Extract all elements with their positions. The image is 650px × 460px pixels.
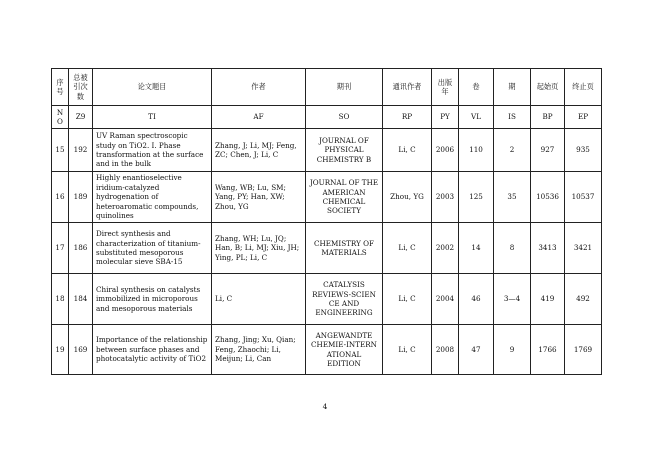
header-cell: 期刊 (306, 69, 383, 106)
cell-corresponding: Li, C (383, 129, 432, 172)
table-row (52, 172, 602, 223)
cell-volume: 47 (459, 325, 494, 375)
code-cell: AF (212, 106, 306, 129)
cell-year: 2006 (432, 129, 459, 172)
cell-journal: JOURNAL OF THE AMERICAN CHEMICAL SOCIETY (306, 172, 383, 223)
cell-authors: Li, C (212, 274, 306, 325)
cell-title: Highly enantioselective iridium-catalyzed hydrogenation of heteroaromatic compounds, quinolines (93, 172, 212, 223)
cell-citations: 186 (69, 223, 93, 274)
cell-citations: 189 (69, 172, 93, 223)
page-number: 4 (322, 402, 328, 411)
cell-authors: Wang, WB; Lu, SM; Yang, PY; Han, XW; Zhou, YG (212, 172, 306, 223)
cell-citations: 169 (69, 325, 93, 375)
header-cell: 起始页 (531, 69, 565, 106)
field-code-row (52, 106, 602, 129)
header-cell: 序号 (52, 69, 69, 106)
bibliography-table (51, 68, 602, 375)
cell-no: 15 (52, 129, 69, 172)
code-cell: Z9 (69, 106, 93, 129)
cell-journal: CHEMISTRY OF MATERIALS (306, 223, 383, 274)
code-cell: PY (432, 106, 459, 129)
cell-issue: 2 (494, 129, 531, 172)
table-row (52, 129, 602, 172)
cell-journal: ANGEWANDTE CHEMIE-INTERN ATIONAL EDITION (306, 325, 383, 375)
cell-no: 19 (52, 325, 69, 375)
cell-title: Chiral synthesis on catalysts immobilized in microporous and mesoporous materials (93, 274, 212, 325)
code-cell: RP (383, 106, 432, 129)
cell-title: Importance of the relationship between surface phases and photocatalytic activity of TiO2 (93, 325, 212, 375)
cell-authors: Zhang, J; Li, MJ; Feng, ZC; Chen, J; Li, C (212, 129, 306, 172)
cell-journal: CATALYSIS REVIEWS-SCIEN CE AND ENGINEERING (306, 274, 383, 325)
header-cell: 终止页 (565, 69, 602, 106)
header-cell: 总被引次数 (69, 69, 93, 106)
cell-end-page: 492 (565, 274, 602, 325)
cell-authors: Zhang, Jing; Xu, Qian; Feng, Zhaochi; Li, Meijun; Li, Can (212, 325, 306, 375)
cell-no: 17 (52, 223, 69, 274)
table-row (52, 325, 602, 375)
header-cell: 出版年 (432, 69, 459, 106)
header-cell: 期 (494, 69, 531, 106)
cell-title: Direct synthesis and characterization of titanium-substituted mesoporous molecular sieve SBA-15 (93, 223, 212, 274)
header-cell: 论文题目 (93, 69, 212, 106)
table-row (52, 223, 602, 274)
cell-end-page: 935 (565, 129, 602, 172)
code-cell: EP (565, 106, 602, 129)
cell-year: 2003 (432, 172, 459, 223)
cell-year: 2008 (432, 325, 459, 375)
cell-issue: 3—4 (494, 274, 531, 325)
code-cell: SO (306, 106, 383, 129)
table-row (52, 274, 602, 325)
cell-authors: Zhang, WH; Lu, JQ; Han, B; Li, MJ; Xiu, JH; Ying, PL; Li, C (212, 223, 306, 274)
code-cell: N O (52, 106, 69, 129)
cell-corresponding: Zhou, YG (383, 172, 432, 223)
cell-citations: 192 (69, 129, 93, 172)
cell-no: 16 (52, 172, 69, 223)
code-cell: VL (459, 106, 494, 129)
header-cell: 作者 (212, 69, 306, 106)
code-cell: BP (531, 106, 565, 129)
header-cell: 通讯作者 (383, 69, 432, 106)
cell-corresponding: Li, C (383, 274, 432, 325)
cell-end-page: 1769 (565, 325, 602, 375)
cell-corresponding: Li, C (383, 325, 432, 375)
cell-journal: JOURNAL OF PHYSICAL CHEMISTRY B (306, 129, 383, 172)
cell-volume: 14 (459, 223, 494, 274)
cell-no: 18 (52, 274, 69, 325)
cell-begin-page: 10536 (531, 172, 565, 223)
cell-end-page: 10537 (565, 172, 602, 223)
cell-volume: 125 (459, 172, 494, 223)
cell-begin-page: 3413 (531, 223, 565, 274)
code-cell: IS (494, 106, 531, 129)
cell-year: 2002 (432, 223, 459, 274)
cell-issue: 9 (494, 325, 531, 375)
cell-end-page: 3421 (565, 223, 602, 274)
cell-begin-page: 927 (531, 129, 565, 172)
header-row (52, 69, 602, 106)
header-cell: 卷 (459, 69, 494, 106)
cell-title: UV Raman spectroscopic study on TiO2. I. Phase transformation at the surface and in the bulk (93, 129, 212, 172)
cell-citations: 184 (69, 274, 93, 325)
cell-volume: 46 (459, 274, 494, 325)
cell-begin-page: 419 (531, 274, 565, 325)
cell-issue: 35 (494, 172, 531, 223)
code-cell: TI (93, 106, 212, 129)
cell-corresponding: Li, C (383, 223, 432, 274)
cell-issue: 8 (494, 223, 531, 274)
cell-volume: 110 (459, 129, 494, 172)
cell-year: 2004 (432, 274, 459, 325)
cell-begin-page: 1766 (531, 325, 565, 375)
